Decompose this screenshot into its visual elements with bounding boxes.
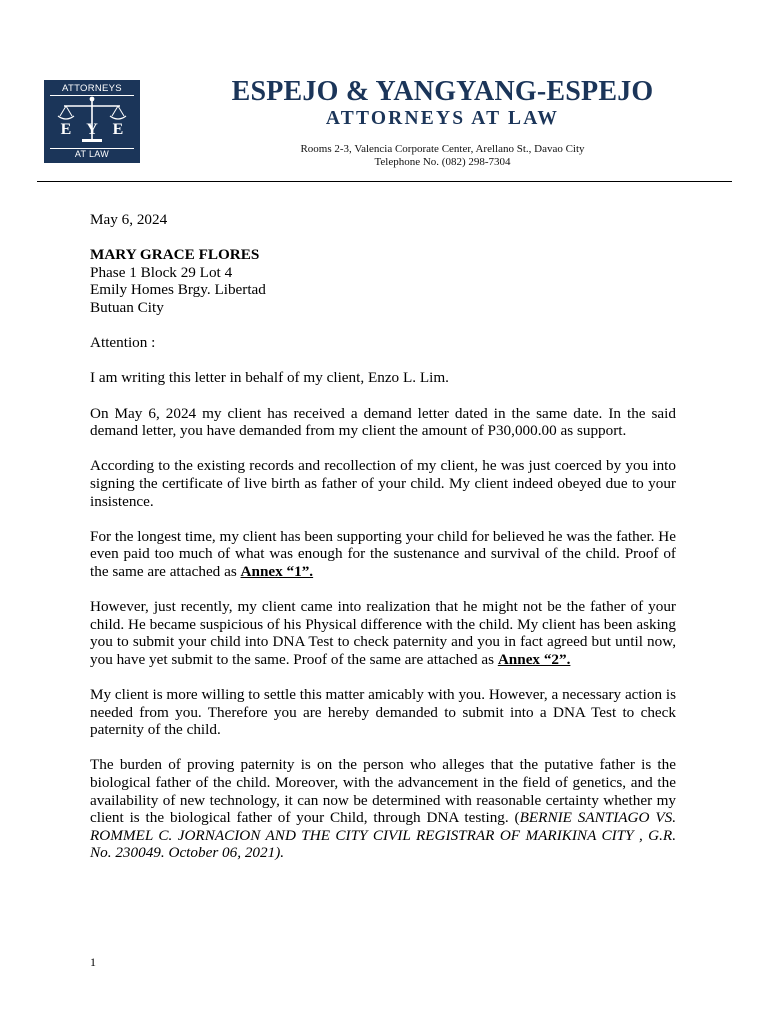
recipient-address-line: Butuan City: [90, 298, 164, 316]
paragraph-demand-letter: On May 6, 2024 my client has received a demand letter dated in the same date. In the said demand letter, you have demanded from my client the amount of P30,000.00 as support.: [90, 404, 676, 440]
firm-name: ESPEJO & YANGYANG-ESPEJO: [231, 76, 654, 107]
logo-letter-1: E: [60, 121, 72, 138]
paragraph-realization: [90, 598, 676, 668]
logo-letter-2: Y: [86, 121, 98, 138]
firm-logo: [44, 80, 140, 163]
paragraph-realization-text: However, just recently, my client came into realization that he might not be the father of your child. He became suspicious of his Physical difference with the child. My client has been asking you to submit your child into DNA Test to check paternity and you in fact agreed but until now, you have yet submit to the same. Proof of the same are attached as: [90, 598, 676, 668]
scales-of-justice-icon: [44, 94, 140, 150]
annex-2-reference: Annex “2”.: [497, 650, 571, 668]
recipient-name: MARY GRACE FLORES: [90, 246, 260, 264]
attention-line: Attention :: [90, 334, 156, 352]
header-divider: [37, 181, 732, 182]
paragraph-settlement: My client is more willing to settle this matter amicably with you. However, a necessary action is needed from you. Therefore you are hereby demanded to submit into a DNA Test to check paternity of the child.: [90, 686, 676, 739]
recipient-address-line: Phase 1 Block 29 Lot 4: [90, 263, 233, 281]
letter-date: May 6, 2024: [90, 211, 168, 228]
recipient-address-line: Emily Homes Brgy. Libertad: [90, 281, 266, 299]
recipient-block: [90, 246, 676, 316]
letter-body: [90, 211, 676, 880]
logo-top-label: ATTORNEYS: [62, 83, 122, 94]
page-number: 1: [90, 955, 96, 969]
firm-address: Rooms 2-3, Valencia Corporate Center, Arellano St., Davao City: [300, 143, 585, 155]
logo-letter-3: E: [112, 121, 124, 138]
paragraph-support-text: For the longest time, my client has been supporting your child for believed he was the father. He even paid too much of what was enough for the sustenance and survival of the child. Proof of the same are attached as: [90, 527, 676, 580]
firm-telephone: Telephone No. (082) 298-7304: [374, 156, 511, 168]
case-citation: BERNIE SANTIAGO VS. ROMMEL C. JORNACION AND THE CITY CIVIL REGISTRAR OF MARIKINA CITY , G.R. No. 230049. October 06, 2021).: [90, 809, 676, 862]
paragraph-intro: I am writing this letter in behalf of my client, Enzo L. Lim.: [90, 369, 449, 387]
firm-address-block: [170, 143, 715, 169]
firm-subtitle: ATTORNEYS AT LAW: [325, 108, 560, 129]
paragraph-burden-text: The burden of proving paternity is on the person who alleges that the putative father is the biological father of the child. Moreover, with the advancement in the field of genetics, and the availability of new technology, it can now be determined with reasonable certainty whether my client is the biological father of your Child, through DNA testing. (: [90, 756, 676, 827]
paragraph-burden-of-proof: [90, 756, 676, 862]
paragraph-records: According to the existing records and recollection of my client, he was just coerced by you into signing the certificate of live birth as father of your child. My client indeed obeyed due to your insistence.: [90, 457, 676, 510]
logo-bottom-label: AT LAW: [74, 149, 110, 159]
paragraph-support: [90, 528, 676, 581]
annex-1-reference: Annex “1”.: [240, 562, 314, 580]
